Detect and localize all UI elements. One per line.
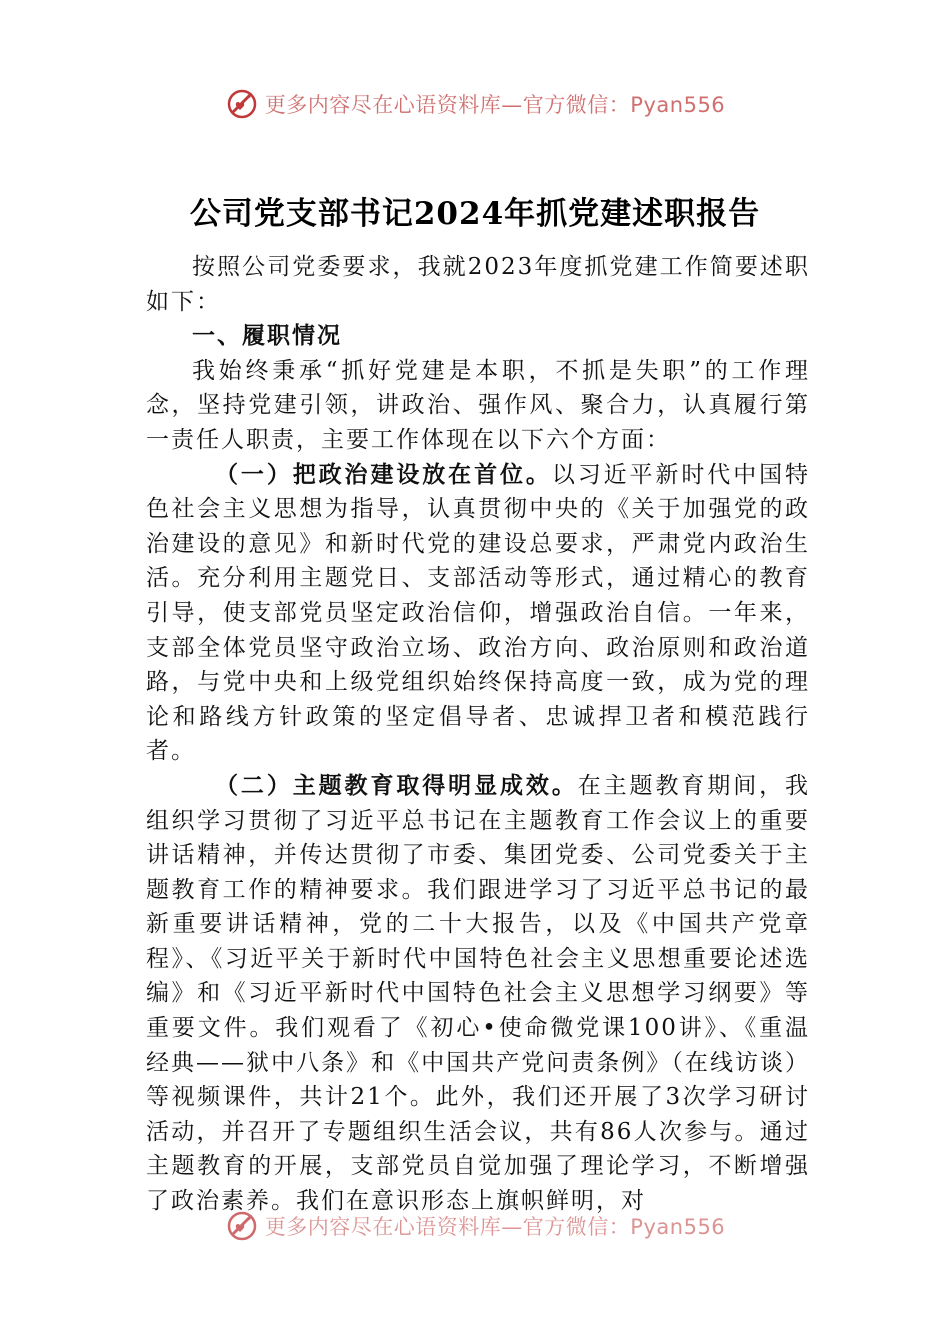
section-intro-paragraph: 我始终秉承“抓好党建是本职，不抓是失职”的工作理念，坚持党建引领，讲政治、强作风、聚合力，认真履行第一责任人职责，主要工作体现在以下六个方面：	[146, 357, 810, 453]
document-body	[146, 250, 810, 1219]
item-2-heading: （二）主题教育取得明显成效。	[215, 771, 578, 799]
item-1-heading: （一）把政治建设放在首位。	[215, 460, 552, 488]
watermark-header	[0, 84, 950, 124]
item-1-text: 以习近平新时代中国特色社会主义思想为指导，认真贯彻中央的《关于加强党的政治建设的意见》和新时代党的建设总要求，严肃党内政治生活。充分利用主题党日、支部活动等形式，通过精心的教育引导，使支部党员坚定政治信仰，增强政治自信。一年来，支部全体党员坚守政治立场、政治方向、政治原则和政治道路，与党中央和上级党组织始终保持高度一致，成为党的理论和路线方针政策的坚定倡导者、忠诚捍卫者和模范践行者。	[146, 461, 811, 765]
item-2-paragraph	[146, 769, 810, 1219]
pen-heart-logo-icon	[225, 87, 259, 121]
item-1-paragraph	[146, 458, 810, 769]
watermark-text: 更多内容尽在心语资料库—官方微信：Pyan556	[264, 1215, 726, 1239]
watermark-text: 更多内容尽在心语资料库—官方微信：Pyan556	[264, 93, 726, 117]
intro-paragraph: 按照公司党委要求，我就2023年度抓党建工作简要述职如下：	[146, 254, 810, 315]
item-2-text: 在主题教育期间，我组织学习贯彻了习近平总书记在主题教育工作会议上的重要讲话精神，并传达贯彻了市委、集团党委、公司党委关于主题教育工作的精神要求。我们跟进学习了习近平总书记的最新重要讲话精神，党的二十大报告，以及《中国共产党章程》、《习近平关于新时代中国特色社会主义思想重要论述选编》和《习近平新时代中国特色社会主义思想学习纲要》等重要文件。我们观看了《初心•使命微党课100讲》、《重温经典——狱中八条》和《中国共产党问责条例》（在线访谈）等视频课件，共计21个。此外，我们还开展了3次学习研讨活动，并召开了专题组织生活会议，共有86人次参与。通过主题教育的开展，支部党员自觉加强了理论学习，不断增强了政治素养。我们在意识形态上旗帜鲜明，对	[146, 772, 811, 1215]
watermark-footer	[0, 1206, 950, 1246]
document-title: 公司党支部书记2024年抓党建述职报告	[189, 196, 761, 232]
pen-heart-logo-icon	[225, 1209, 259, 1243]
section-heading: 一、履职情况	[192, 322, 342, 350]
